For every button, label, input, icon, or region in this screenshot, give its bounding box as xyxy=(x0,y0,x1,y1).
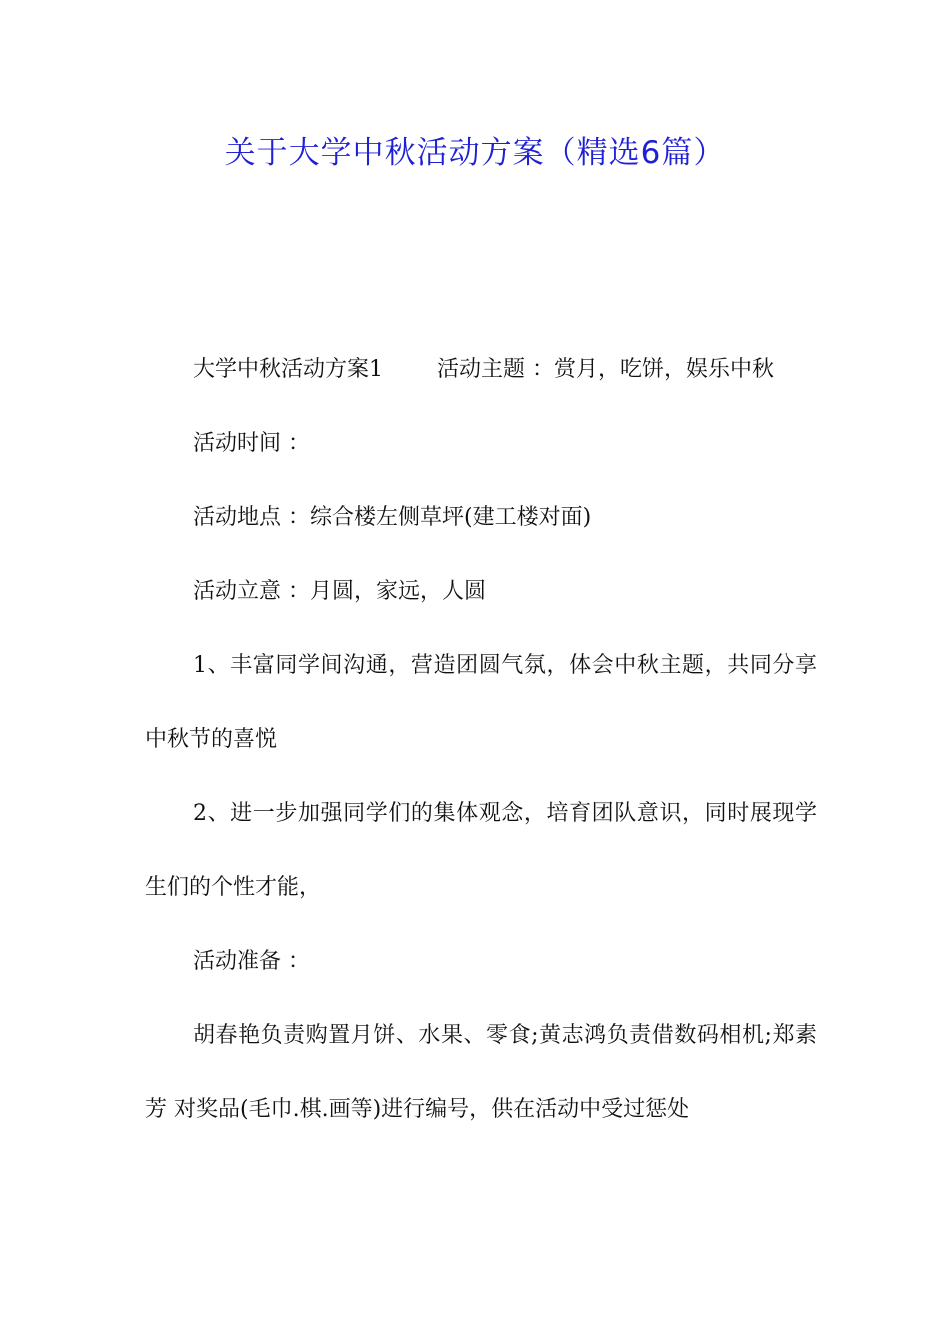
document-title: 关于大学中秋活动方案（精选6篇） xyxy=(224,135,726,171)
document-body xyxy=(145,333,817,1147)
preparation-details: 胡春艳负责购置月饼、水果、零食;黄志鸿负责借数码相机;郑素芳 对奖品(毛巾.棋.画等)进行编号，供在活动中受过惩处 xyxy=(145,1023,817,1122)
activity-preparation: 活动准备 ： xyxy=(193,949,310,974)
activity-theme: 活动主题 ：赏月，吃饼，娱乐中秋 xyxy=(437,357,774,382)
activity-time: 活动时间 ： xyxy=(193,431,310,456)
section-heading: 大学中秋活动方案1 xyxy=(193,357,383,382)
goal-item-2: 2、进一步加强同学们的集体观念，培育团队意识，同时展现学生们的个性才能， xyxy=(145,801,817,900)
activity-purpose: 活动立意 ：月圆，家远，人圆 xyxy=(193,579,486,604)
activity-location: 活动地点 ：综合楼左侧草坪(建工楼对面) xyxy=(193,505,592,530)
goal-item-1: 1、丰富同学间沟通，营造团圆气氛，体会中秋主题，共同分享中秋节的喜悦 xyxy=(145,653,817,752)
paragraph-1 xyxy=(145,333,817,407)
